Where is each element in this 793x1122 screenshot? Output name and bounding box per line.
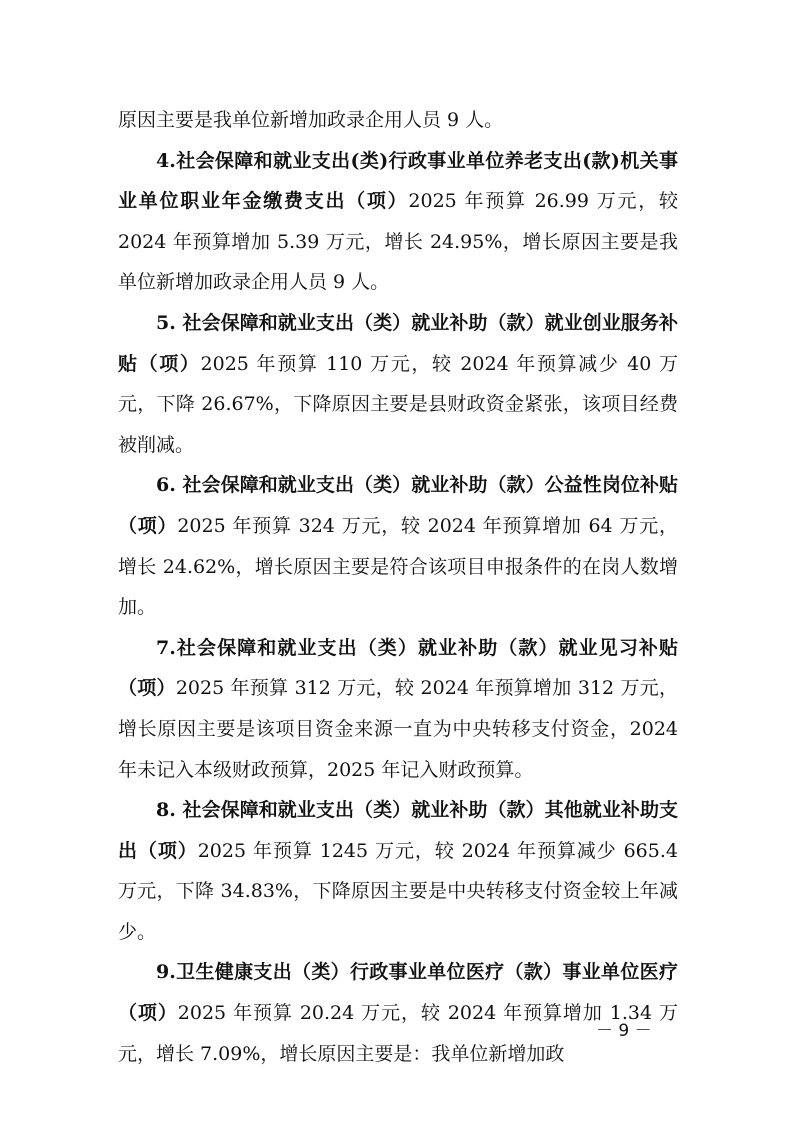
paragraph-item-6 — [118, 465, 678, 627]
paragraph-text: 2025 年预算 20.24 万元，较 2024 年预算增加 1.34 万元，增长 7.09%，增长原因主要是：我单位新增加政 — [118, 1002, 678, 1065]
paragraph-item-8 — [118, 790, 678, 952]
paragraph-heading: 7.社会保障和就业支出（类）就业补助（款）就业见习补贴（项） — [118, 636, 678, 700]
paragraph-text: 2025 年预算 1245 万元，较 2024 年预算减少 665.4 万元，下降 34.83%，下降原因主要是中央转移支付资金较上年减少。 — [118, 839, 678, 943]
paragraph-text: 2025 年预算 324 万元，较 2024 年预算增加 64 万元，增长 24.62%，增长原因主要是符合该项目申报条件的在岗人数增加。 — [118, 514, 678, 619]
paragraph-continuation — [118, 100, 678, 141]
paragraph-item-4 — [118, 141, 678, 303]
paragraph-heading: 5. 社会保障和就业支出（类）就业补助（款）就业创业服务补贴（项） — [118, 311, 678, 375]
paragraph-text: 原因主要是我单位新增加政录企用人员 9 人。 — [118, 109, 504, 131]
paragraph-item-9 — [118, 952, 678, 1074]
paragraph-heading: 4.社会保障和就业支出(类)行政事业单位养老支出(款)机关事业单位职业年金缴费支出（项） — [118, 149, 678, 213]
paragraph-heading: 9.卫生健康支出（类）行政事业单位医疗（款）事业单位医疗（项） — [118, 961, 678, 1025]
paragraph-item-5 — [118, 303, 678, 465]
paragraph-heading: 8. 社会保障和就业支出（类）就业补助（款）其他就业补助支出（项） — [118, 799, 678, 862]
paragraph-text: 2025 年预算 26.99 万元，较 2024 年预算增加 5.39 万元，增长 24.95%，增长原因主要是我单位新增加政录企用人员 9 人。 — [118, 190, 678, 294]
paragraph-text: 2025 年预算 312 万元，较 2024 年预算增加 312 万元，增长原因主要是该项目资金来源一直为中央转移支付资金，2024 年未记入本级财政预算，2025 年记入财政预算。 — [118, 677, 678, 781]
page-number: － 9 － — [596, 1021, 652, 1041]
paragraph-text: 2025 年预算 110 万元，较 2024 年预算减少 40 万元，下降 26.67%，下降原因主要是县财政资金紧张，该项目经费被削减。 — [118, 352, 678, 456]
paragraph-item-7 — [118, 628, 678, 790]
paragraph-heading: 6. 社会保障和就业支出（类）就业补助（款）公益性岗位补贴（项） — [118, 474, 678, 537]
document-body — [118, 100, 678, 1074]
